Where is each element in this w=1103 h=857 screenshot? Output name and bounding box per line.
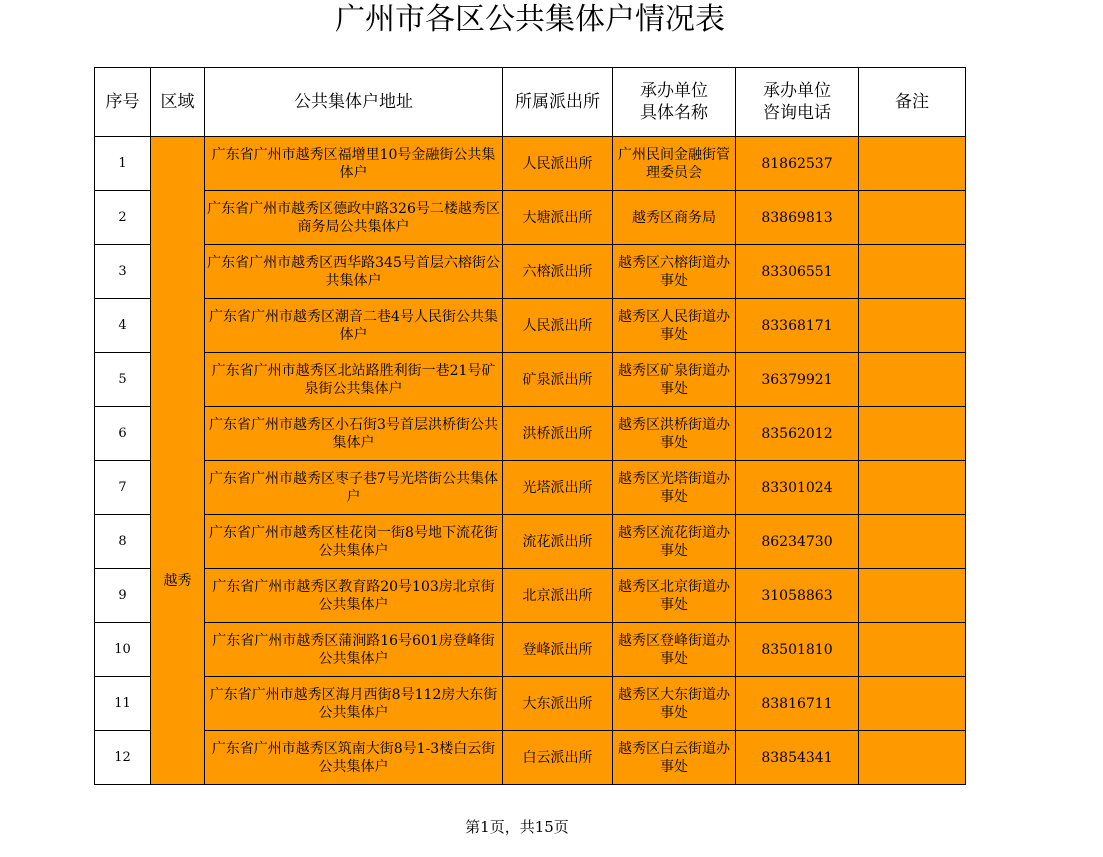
cell-phone: 83562012 <box>736 407 859 461</box>
cell-address: 广东省广州市越秀区潮音二巷4号人民街公共集体户 <box>205 299 503 353</box>
table-row <box>95 245 966 299</box>
collective-household-table <box>94 67 966 785</box>
cell-unit: 越秀区白云街道办事处 <box>613 731 736 785</box>
cell-unit: 越秀区商务局 <box>613 191 736 245</box>
cell-seq: 3 <box>95 245 151 299</box>
cell-remarks <box>859 353 966 407</box>
cell-seq: 11 <box>95 677 151 731</box>
cell-phone: 36379921 <box>736 353 859 407</box>
cell-remarks <box>859 407 966 461</box>
cell-phone: 83301024 <box>736 461 859 515</box>
table-row <box>95 731 966 785</box>
table-header <box>95 68 966 137</box>
header-unit-line1: 承办单位 <box>640 81 708 101</box>
cell-unit: 越秀区流花街道办事处 <box>613 515 736 569</box>
cell-phone: 83306551 <box>736 245 859 299</box>
cell-station: 流花派出所 <box>503 515 613 569</box>
cell-address: 广东省广州市越秀区筑南大街8号1-3楼白云街公共集体户 <box>205 731 503 785</box>
header-seq: 序号 <box>95 68 151 137</box>
cell-unit: 越秀区矿泉街道办事处 <box>613 353 736 407</box>
cell-address: 广东省广州市越秀区桂花岗一街8号地下流花街公共集体户 <box>205 515 503 569</box>
header-unit-line2: 具体名称 <box>640 103 708 123</box>
table-row <box>95 137 966 191</box>
cell-unit: 越秀区洪桥街道办事处 <box>613 407 736 461</box>
cell-remarks <box>859 245 966 299</box>
table-row <box>95 461 966 515</box>
cell-unit: 越秀区登峰街道办事处 <box>613 623 736 677</box>
header-remarks: 备注 <box>859 68 966 137</box>
cell-station: 六榕派出所 <box>503 245 613 299</box>
cell-address: 广东省广州市越秀区德政中路326号二楼越秀区商务局公共集体户 <box>205 191 503 245</box>
cell-station: 矿泉派出所 <box>503 353 613 407</box>
cell-seq: 9 <box>95 569 151 623</box>
table-row <box>95 677 966 731</box>
header-district: 区域 <box>151 68 205 137</box>
cell-seq: 12 <box>95 731 151 785</box>
cell-station: 洪桥派出所 <box>503 407 613 461</box>
cell-station: 登峰派出所 <box>503 623 613 677</box>
cell-address: 广东省广州市越秀区枣子巷7号光塔街公共集体户 <box>205 461 503 515</box>
cell-address: 广东省广州市越秀区福增里10号金融街公共集体户 <box>205 137 503 191</box>
cell-phone: 81862537 <box>736 137 859 191</box>
cell-unit: 越秀区大东街道办事处 <box>613 677 736 731</box>
cell-unit: 越秀区光塔街道办事处 <box>613 461 736 515</box>
table-row <box>95 623 966 677</box>
cell-seq: 5 <box>95 353 151 407</box>
cell-station: 大东派出所 <box>503 677 613 731</box>
cell-remarks <box>859 677 966 731</box>
header-address: 公共集体户地址 <box>205 68 503 137</box>
cell-remarks <box>859 299 966 353</box>
cell-seq: 7 <box>95 461 151 515</box>
cell-unit: 越秀区北京街道办事处 <box>613 569 736 623</box>
cell-seq: 8 <box>95 515 151 569</box>
table-body <box>95 137 966 785</box>
table-row <box>95 407 966 461</box>
cell-remarks <box>859 731 966 785</box>
table-row <box>95 353 966 407</box>
cell-station: 人民派出所 <box>503 137 613 191</box>
cell-seq: 2 <box>95 191 151 245</box>
cell-phone: 83501810 <box>736 623 859 677</box>
cell-seq: 10 <box>95 623 151 677</box>
cell-district: 越秀 <box>151 137 205 785</box>
cell-station: 人民派出所 <box>503 299 613 353</box>
page-footer: 第1页，共15页 <box>465 818 569 836</box>
cell-address: 广东省广州市越秀区海月西街8号112房大东街公共集体户 <box>205 677 503 731</box>
cell-remarks <box>859 569 966 623</box>
cell-seq: 6 <box>95 407 151 461</box>
cell-station: 光塔派出所 <box>503 461 613 515</box>
header-phone-line1: 承办单位 <box>763 81 831 101</box>
cell-phone: 83368171 <box>736 299 859 353</box>
cell-phone: 83854341 <box>736 731 859 785</box>
header-phone <box>736 68 859 137</box>
cell-seq: 4 <box>95 299 151 353</box>
table-row <box>95 569 966 623</box>
cell-station: 白云派出所 <box>503 731 613 785</box>
cell-remarks <box>859 191 966 245</box>
header-station: 所属派出所 <box>503 68 613 137</box>
cell-unit: 越秀区人民街道办事处 <box>613 299 736 353</box>
cell-address: 广东省广州市越秀区教育路20号103房北京街公共集体户 <box>205 569 503 623</box>
cell-phone: 83869813 <box>736 191 859 245</box>
cell-phone: 31058863 <box>736 569 859 623</box>
header-phone-line2: 咨询电话 <box>763 103 831 123</box>
cell-seq: 1 <box>95 137 151 191</box>
table-row <box>95 515 966 569</box>
header-row <box>95 68 966 137</box>
cell-unit: 越秀区六榕街道办事处 <box>613 245 736 299</box>
table-row <box>95 299 966 353</box>
cell-station: 大塘派出所 <box>503 191 613 245</box>
cell-remarks <box>859 461 966 515</box>
header-unit <box>613 68 736 137</box>
cell-station: 北京派出所 <box>503 569 613 623</box>
cell-address: 广东省广州市越秀区小石街3号首层洪桥街公共集体户 <box>205 407 503 461</box>
cell-address: 广东省广州市越秀区北站路胜利街一巷21号矿泉街公共集体户 <box>205 353 503 407</box>
page-title: 广州市各区公共集体户情况表 <box>335 2 725 37</box>
cell-remarks <box>859 137 966 191</box>
cell-remarks <box>859 623 966 677</box>
table-row <box>95 191 966 245</box>
cell-phone: 83816711 <box>736 677 859 731</box>
cell-unit: 广州民间金融街管理委员会 <box>613 137 736 191</box>
cell-address: 广东省广州市越秀区西华路345号首层六榕街公共集体户 <box>205 245 503 299</box>
cell-phone: 86234730 <box>736 515 859 569</box>
cell-address: 广东省广州市越秀区蒲涧路16号601房登峰街公共集体户 <box>205 623 503 677</box>
cell-remarks <box>859 515 966 569</box>
